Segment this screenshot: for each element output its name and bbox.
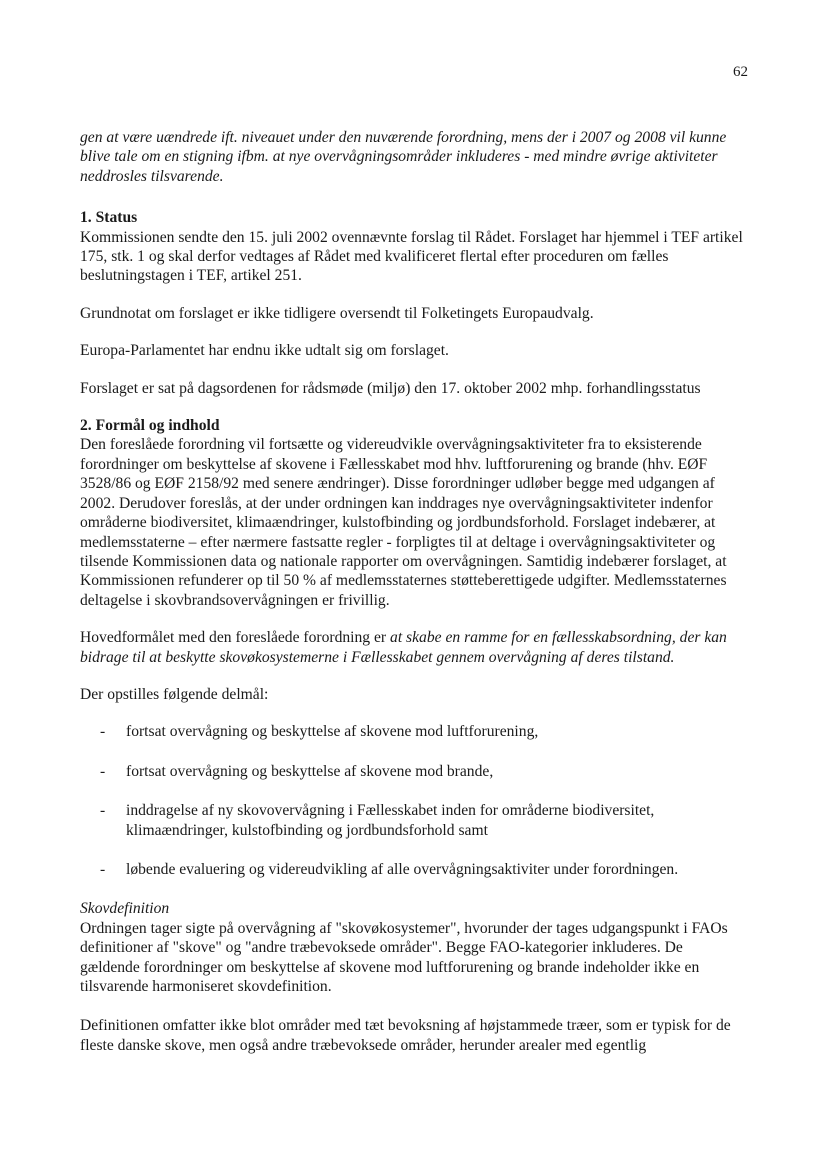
status-heading: 1. Status (80, 209, 138, 227)
status-paragraph-4: Forslaget er sat på dagsordenen for rådsmøde (miljø) den 17. oktober 2002 mhp. forhandlingsstatus (80, 379, 701, 397)
purpose-paragraph-1: Den foreslåede forordning vil fortsætte og videreudvikle overvågningsaktiviteter fra to eksisterende forordninger om beskyttelse af skovene i Fællesskabet mod hhv. luftforurening og brande (hhv. EØF 3528/86 og EØF 2158/92 med senere ændringer). Disse forordninger udløber begge med udgangen af 2002. Derudover foreslås, at der under ordningen kan inddrages nye overvågningsaktiviteter indenfor områderne biodiversitet, klimaændringer, kulstofbinding og jordbundsforhold. Forslaget indebærer, at medlemsstaterne – efter nærmere fastsatte regler - forpligtes til at deltage i overvågningsaktiviteter og tilsende Kommissionen data og nationale rapporter om overvågningen. Samtidig indebærer forslaget, at Kommissionen refunderer op til 50 % af medlemsstaternes støtteberettigede udgifter. Medlemsstaternes deltagelse i skovbrandsovervågningen er frivillig. (80, 436, 727, 609)
definition-paragraph-2: Definitionen omfatter ikke blot områder med tæt bevoksning af højstammede træer, som er typisk for de fleste danske skove, men også andre træbevoksede områder, herunder arealer med egentlig (80, 1017, 731, 1054)
definition-paragraph-1: Ordningen tager sigte på overvågning af "skovøkosystemer", hvorunder der tages udgangspunkt i FAOs definitioner af "skove" og "andre træbevoksede områder". Begge FAO-kategorier inkluderes. De gældende forordninger om beskyttelse af skovene mod luftforurening og brande indeholder ikke en tilsvarende harmoniseret skovdefinition. (80, 919, 728, 995)
bullet-dash: - (100, 762, 106, 780)
bullet-dash: - (100, 802, 106, 820)
purpose-paragraph-2-emphasis: at skabe en ramme for en fællesskabsordning, der kan bidrage til at beskytte skovøkosystemerne i Fællesskabet gennem overvågning af deres tilstand. (80, 629, 727, 666)
page-number: 62 (733, 64, 748, 80)
goal-text: fortsat overvågning og beskyttelse af skovene mod brande, (126, 762, 494, 780)
goals-list (80, 722, 744, 879)
purpose-heading: 2. Formål og indhold (80, 417, 220, 435)
purpose-section (80, 416, 744, 610)
definition-heading: Skovdefinition (80, 900, 170, 918)
goal-text: inddragelse af ny skovovervågning i Fællesskabet inden for områderne biodiversitet, klimaændringer, kulstofbinding og jordbundsforhold samt (126, 802, 655, 839)
list-item (80, 722, 744, 741)
purpose-paragraph-2 (80, 628, 744, 667)
list-item (80, 762, 744, 781)
bullet-dash: - (100, 723, 106, 741)
page-content (80, 128, 744, 1073)
status-section (80, 208, 744, 286)
definition-section (80, 899, 744, 996)
list-item (80, 860, 744, 879)
intro-paragraph: gen at være uændrede ift. niveauet under den nuværende forordning, mens der i 2007 og 2008 vil kunne blive tale om en stigning ifbm. at nye overvågningsområder inkluderes - med mindre øvrige aktiviteter neddrosles tilsvarende. (80, 129, 727, 185)
list-item (80, 801, 744, 840)
bullet-dash: - (100, 860, 106, 878)
purpose-paragraph-3: Der opstilles følgende delmål: (80, 685, 269, 703)
status-paragraph-3: Europa-Parlamentet har endnu ikke udtalt sig om forslaget. (80, 342, 449, 360)
status-paragraph-2: Grundnotat om forslaget er ikke tidligere oversendt til Folketingets Europaudvalg. (80, 304, 594, 322)
purpose-paragraph-2-text: Hovedformålet med den foreslåede forordning er (80, 629, 391, 647)
goal-text: løbende evaluering og videreudvikling af alle overvågningsaktiviter under forordningen. (126, 860, 679, 878)
status-paragraph-1: Kommissionen sendte den 15. juli 2002 ovennævnte forslag til Rådet. Forslaget har hjemmel i TEF artikel 175, stk. 1 og skal derfor vedtages af Rådet med kvalificeret flertal efter proceduren om fælles beslutningstagen i TEF, artikel 251. (80, 228, 743, 285)
goal-text: fortsat overvågning og beskyttelse af skovene mod luftforurening, (126, 723, 539, 741)
